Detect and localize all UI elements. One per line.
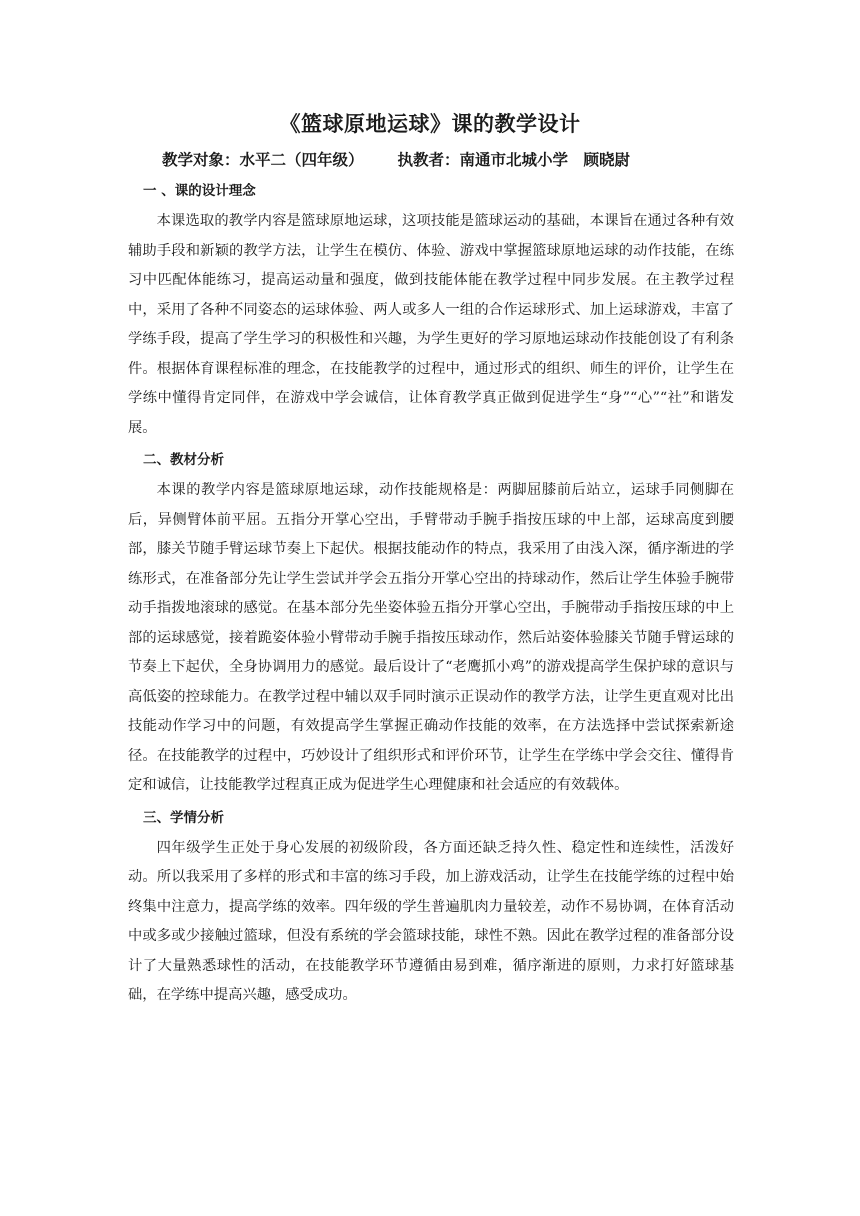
section-paragraph: 本课的教学内容是篮球原地运球，动作技能规格是：两脚屈膝前后站立，运球手同侧脚在后，异侧臂体前平屈。五指分开掌心空出，手臂带动手腕手指按压球的中上部，运球高度到腰部，膝关节随手臂运球节奏上下起伏。根据技能动作的特点，我采用了由浅入深，循序渐进的学练形式，在准备部分先让学生尝试并学会五指分开掌心空出的持球动作，然后让学生体验手腕带动手指拨地滚球的感觉。在基本部分先坐姿体验五指分开掌心空出，手腕带动手指按压球的中上部的运球感觉，接着跪姿体验小臂带动手腕手指按压球动作，然后站姿体验膝关节随手臂运球的节奏上下起伏，全身协调用力的感觉。最后设计了“老鹰抓小鸡”的游戏提高学生保护球的意识与高低姿的控球能力。在教学过程中辅以双手同时演示正误动作的教学方法，让学生更直观对比出技能动作学习中的问题，有效提高学生掌握正确动作技能的效率，在方法选择中尝试探索新途径。在技能教学的过程中，巧妙设计了组织形式和评价环节，让学生在学练中学会交往、懂得肯定和诚信，让技能教学过程真正成为促进学生心理健康和社会适应的有效载体。 [128, 482, 734, 793]
section-heading: 一 、课的设计理念 [143, 183, 256, 199]
section-student-analysis [128, 804, 734, 1011]
section-paragraph: 四年级学生正处于身心发展的初级阶段，各方面还缺乏持久性、稳定性和连续性，活泼好动。所以我采用了多样的形式和丰富的练习手段，加上游戏活动，让学生在技能学练的过程中始终集中注意力，提高学练的效率。四年级的学生普遍肌肉力量较差，动作不易协调，在体育活动中或多或少接触过篮球，但没有系统的学会篮球技能，球性不熟。因此在教学过程的准备部分设计了大量熟悉球性的活动，在技能教学环节遵循由易到难，循序渐进的原则，力求打好篮球基础，在学练中提高兴趣，感受成功。 [128, 839, 734, 1003]
teaching-audience: 教学对象：水平二（四年级） [162, 151, 364, 169]
teacher-info: 执教者：南通市北城小学 顾晓尉 [397, 151, 631, 169]
document-body [128, 177, 734, 1014]
section-material-analysis [128, 446, 734, 801]
section-heading: 三、学情分析 [143, 809, 224, 826]
section-design-concept [128, 177, 734, 443]
section-heading: 二、教材分析 [143, 452, 224, 468]
document-meta [162, 148, 630, 170]
section-paragraph: 本课选取的教学内容是篮球原地运球，这项技能是篮球运动的基础，本课旨在通过各种有效辅助手段和新颖的教学方法，让学生在模仿、体验、游戏中掌握篮球原地运球的动作技能，在练习中匹配体能练习，提高运动量和强度，做到技能体能在教学过程中同步发展。在主教学过程中，采用了各种不同姿态的运球体验、两人或多人一组的合作运球形式、加上运球游戏，丰富了学练手段，提高了学生学习的积极性和兴趣，为学生更好的学习原地运球动作技能创设了有利条件。根据体育课程标准的理念，在技能教学的过程中，通过形式的组织、师生的评价，让学生在学练中懂得肯定同伴，在游戏中学会诚信，让体育教学真正做到促进学生“身”“心”“社”和谐发展。 [128, 213, 734, 436]
document-title: 《篮球原地运球》课的教学设计 [279, 112, 581, 136]
